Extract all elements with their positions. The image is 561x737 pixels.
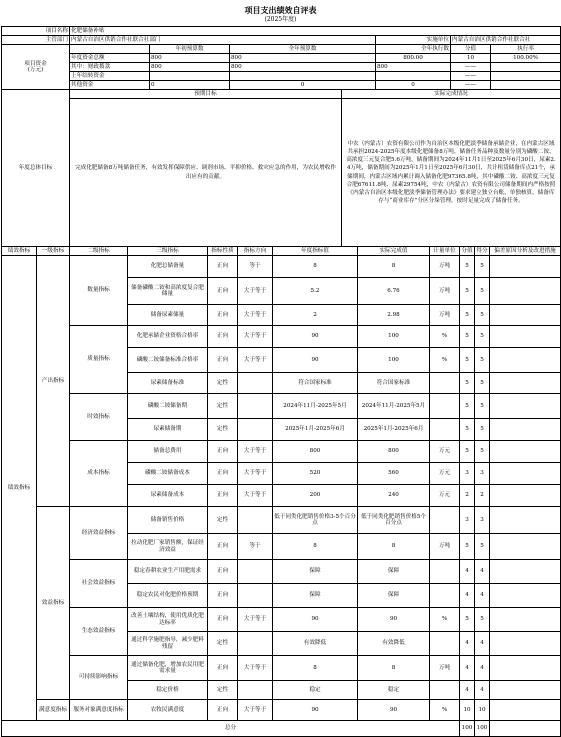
indicator-value: 4 bbox=[460, 656, 475, 681]
funds-row-annual: 800 bbox=[230, 63, 376, 72]
indicator-nature: 正向 bbox=[208, 348, 238, 373]
level2-service: 服务对象满意度指标 bbox=[70, 700, 128, 721]
funds-col-executed: 全年执行数 bbox=[376, 45, 451, 54]
indicator-direction: 大于等于 bbox=[238, 656, 273, 681]
indicator-value: 5 bbox=[460, 256, 475, 278]
funds-row-executed: 800 bbox=[376, 63, 451, 72]
indicator-nature: 正向 bbox=[208, 256, 238, 278]
perf-header: 指标性质 bbox=[208, 247, 238, 256]
indicator-direction: 大于等于 bbox=[238, 348, 273, 373]
indicator-name: 磷酸二铵储备标准合格率 bbox=[128, 348, 208, 373]
indicator-deviation bbox=[490, 700, 561, 721]
indicator-actual: 240 bbox=[358, 485, 430, 507]
indicator-unit bbox=[430, 584, 460, 608]
indicator-unit: % bbox=[430, 608, 460, 632]
indicator-actual: 低于同类化肥销售价格5个百分点 bbox=[358, 507, 430, 534]
indicator-actual: 90 bbox=[358, 608, 430, 632]
funds-row-name: 年度资金总额 bbox=[70, 54, 150, 63]
perf-header: 指标方向 bbox=[238, 247, 273, 256]
funds-label: 项目资金 (万元) bbox=[2, 45, 70, 90]
perf-header: 年度指标值 bbox=[273, 247, 358, 256]
dept-value: 内蒙古自治区供销合作社联合社部门 bbox=[70, 36, 376, 45]
indicator-name: 储备销售价格 bbox=[128, 507, 208, 534]
indicator-direction: 大于等于 bbox=[238, 608, 273, 632]
indicator-target: 200 bbox=[273, 485, 358, 507]
funds-row-initial bbox=[150, 72, 230, 81]
funds-row-annual: 800 bbox=[230, 54, 376, 63]
indicator-name: 化肥总储备量 bbox=[128, 256, 208, 278]
indicator-deviation bbox=[490, 534, 561, 560]
indicator-direction bbox=[238, 632, 273, 656]
funds-row-annual bbox=[230, 72, 376, 81]
indicator-direction bbox=[238, 507, 273, 534]
indicator-name: 农牧民满意度 bbox=[128, 700, 208, 721]
funds-col-value: 分值 bbox=[451, 45, 491, 54]
indicator-name: 磷酸二铵储备成本 bbox=[128, 463, 208, 485]
indicator-actual: 100 bbox=[358, 326, 430, 348]
indicator-value: 5 bbox=[460, 326, 475, 348]
indicator-direction: 大于等于 bbox=[238, 326, 273, 348]
indicator-value: 5 bbox=[460, 441, 475, 463]
funds-row-value: —— bbox=[451, 63, 491, 72]
indicator-unit: 万吨 bbox=[430, 534, 460, 560]
indicator-score: 10 bbox=[475, 700, 490, 721]
funds-col-blank bbox=[70, 45, 150, 54]
funds-col-annual: 全年预算数 bbox=[230, 45, 376, 54]
total-score: 100 bbox=[475, 721, 490, 737]
indicator-actual: 100 bbox=[358, 348, 430, 373]
indicator-direction bbox=[238, 584, 273, 608]
indicator-score: 5 bbox=[475, 608, 490, 632]
total-value: 100 bbox=[460, 721, 475, 737]
indicator-unit: 万吨 bbox=[430, 656, 460, 681]
perf-label: 绩效指标 bbox=[2, 256, 37, 721]
level1-satisfaction: 满意度指标 bbox=[37, 700, 70, 721]
indicator-score: 4 bbox=[475, 656, 490, 681]
indicator-name: 稳定春耕农业生产用肥需求 bbox=[128, 560, 208, 584]
indicator-unit bbox=[430, 419, 460, 441]
indicator-nature: 正向 bbox=[208, 700, 238, 721]
indicator-name: 储备尿素储量 bbox=[128, 305, 208, 326]
indicator-nature: 正向 bbox=[208, 305, 238, 326]
indicator-unit bbox=[430, 394, 460, 419]
goal-expected: 完成化肥储备8万吨储备任务，有效发挥保障供应、调剂市场、平抑价格、救灾应急的作用，为农民增收作出应有的贡献。 bbox=[70, 99, 342, 247]
indicator-value: 4 bbox=[460, 681, 475, 700]
indicator-value: 4 bbox=[460, 584, 475, 608]
project-name-label: 项目名称 bbox=[2, 27, 70, 36]
perf-header: 得分 bbox=[476, 247, 488, 254]
indicator-nature: 定性 bbox=[208, 394, 238, 419]
indicator-actual: 2.98 bbox=[358, 305, 430, 326]
indicator-direction: 大于等于 bbox=[238, 441, 273, 463]
indicator-actual: 560 bbox=[358, 463, 430, 485]
goal-table bbox=[1, 89, 561, 247]
level2-quality: 质量指标 bbox=[70, 326, 128, 394]
funds-col-initial: 年初预算数 bbox=[150, 45, 230, 54]
indicator-target: 保障 bbox=[273, 560, 358, 584]
indicator-score: 4 bbox=[475, 584, 490, 608]
indicator-target: 稳定 bbox=[273, 681, 358, 700]
indicator-target: 8 bbox=[273, 534, 358, 560]
indicator-unit: 万吨 bbox=[430, 278, 460, 305]
perf-header: 二级指标 bbox=[70, 247, 128, 256]
indicator-deviation bbox=[490, 441, 561, 463]
indicator-nature: 正向 bbox=[208, 463, 238, 485]
indicator-target: 800 bbox=[273, 441, 358, 463]
indicator-unit: % bbox=[430, 326, 460, 348]
funds-row-executed bbox=[376, 72, 451, 81]
indicator-score: 5 bbox=[475, 256, 490, 278]
indicator-unit bbox=[430, 507, 460, 534]
indicator-actual: 保障 bbox=[358, 560, 430, 584]
indicator-value: 5 bbox=[460, 534, 475, 560]
funds-row-value: —— bbox=[451, 72, 491, 81]
indicator-score: 5 bbox=[475, 534, 490, 560]
indicator-direction: 大于等于 bbox=[238, 485, 273, 507]
impl-value: 内蒙古自治区供销合作社联合社 bbox=[451, 36, 561, 45]
indicator-target: 有效降低 bbox=[273, 632, 358, 656]
indicator-target: 8 bbox=[273, 656, 358, 681]
indicator-score: 3 bbox=[475, 507, 490, 534]
indicator-deviation bbox=[490, 256, 561, 278]
goal-expected-header: 预期目标 bbox=[70, 90, 342, 99]
indicator-unit: 万元 bbox=[430, 441, 460, 463]
indicator-target: 90 bbox=[273, 348, 358, 373]
indicator-name: 储备总费用 bbox=[128, 441, 208, 463]
funds-row-rate bbox=[491, 63, 561, 72]
indicator-target: 90 bbox=[273, 608, 358, 632]
indicator-nature: 正向 bbox=[208, 441, 238, 463]
indicator-deviation bbox=[490, 681, 561, 700]
level2-timeliness: 时效指标 bbox=[70, 394, 128, 441]
indicator-target: 90 bbox=[273, 700, 358, 721]
indicator-actual: 符合国家标准 bbox=[358, 373, 430, 394]
indicator-direction bbox=[238, 394, 273, 419]
indicator-target: 保障 bbox=[273, 584, 358, 608]
indicator-target: 8 bbox=[273, 256, 358, 278]
report-title: 项目支出绩效自评表 bbox=[244, 5, 317, 15]
indicator-deviation bbox=[490, 608, 561, 632]
funds-table bbox=[1, 26, 561, 90]
funds-row-value: —— bbox=[451, 81, 491, 90]
indicator-target: 2 bbox=[273, 305, 358, 326]
indicator-unit: 万元 bbox=[430, 485, 460, 507]
indicator-unit: % bbox=[430, 348, 460, 373]
indicator-name: 尿素储备期 bbox=[128, 419, 208, 441]
indicator-direction: 大于等于 bbox=[238, 278, 273, 305]
funds-row-name: 其中：财政拨款 bbox=[70, 63, 150, 72]
indicator-deviation bbox=[490, 278, 561, 305]
indicator-deviation bbox=[490, 326, 561, 348]
indicator-score: 5 bbox=[475, 394, 490, 419]
indicator-score: 5 bbox=[475, 278, 490, 305]
indicator-nature: 定性 bbox=[208, 373, 238, 394]
indicator-actual: 8 bbox=[358, 256, 430, 278]
perf-header: 一级指标 bbox=[37, 247, 70, 256]
funds-row-executed: 0 bbox=[376, 81, 451, 90]
funds-row-name: 其他资金 bbox=[70, 81, 150, 90]
indicator-deviation bbox=[490, 419, 561, 441]
funds-row-executed: 800.00 bbox=[376, 54, 451, 63]
indicator-value: 5 bbox=[460, 278, 475, 305]
indicator-name: 改善土壤结构，使用优质化肥达标率 bbox=[128, 608, 208, 632]
indicator-value: 5 bbox=[460, 348, 475, 373]
goal-actual: 中农（内蒙古）农资有限公司作为自治区本级化肥淡季储备承储企业，在内蒙古区域共承担2024-2025年度本级化肥储备8万吨，储备任务品种及数量分别为磷酸二铵、高浓度三元复合肥5.6万吨，储备期间为2024年11月1日至2025年6月30日，尿素2.4万吨，储备期间为2025年1月1日至2025年6月30日，共计租赁储备库点21个，承储期间，内蒙古区域内累计调入储备化肥97365.8吨，其中磷酸二铵、高浓度三元复合肥67611.8吨、尿素29754吨，中农（内蒙古）农资有限公司储备期间内严格按照《内蒙古自治区本级化肥淡季储备管理办法》要求建立独立台账，单独核算，储备库存与“商业库存”分区分垛管理，按时足量完成了储备任务。 bbox=[342, 99, 561, 247]
indicator-name: 通过储备化肥，增加农民用肥需求量 bbox=[128, 656, 208, 681]
indicator-actual: 稳定 bbox=[358, 681, 430, 700]
indicator-unit: 万吨 bbox=[430, 305, 460, 326]
report-subtitle: (2025年度) bbox=[264, 16, 297, 23]
indicator-target: 520 bbox=[273, 463, 358, 485]
indicator-value: 10 bbox=[460, 700, 475, 721]
funds-col-rate: 执行率 bbox=[491, 45, 561, 54]
indicator-nature: 正向 bbox=[208, 485, 238, 507]
indicator-actual: 8 bbox=[358, 656, 430, 681]
indicator-unit: 万元 bbox=[430, 463, 460, 485]
indicator-value: 5 bbox=[460, 419, 475, 441]
level2-economic: 经济效益指标 bbox=[70, 507, 128, 560]
indicator-deviation bbox=[490, 394, 561, 419]
indicator-nature: 正向 bbox=[208, 608, 238, 632]
indicator-target: 2025年1月-2025年6月 bbox=[273, 419, 358, 441]
perf-header: 绩效指标 bbox=[2, 247, 37, 256]
funds-row-initial: 800 bbox=[150, 63, 230, 72]
indicator-nature: 定性 bbox=[208, 681, 238, 700]
indicator-nature: 定性 bbox=[208, 419, 238, 441]
indicator-target: 5.2 bbox=[273, 278, 358, 305]
indicator-deviation bbox=[490, 305, 561, 326]
indicator-unit bbox=[430, 632, 460, 656]
indicator-score: 4 bbox=[475, 632, 490, 656]
indicator-deviation bbox=[490, 485, 561, 507]
funds-row-initial: 0 bbox=[150, 81, 230, 90]
indicator-name: 稳定农民对化肥价格预期 bbox=[128, 584, 208, 608]
indicator-name: 稳定价格 bbox=[128, 681, 208, 700]
level2-quantity: 数量指标 bbox=[70, 256, 128, 326]
indicator-value: 3 bbox=[460, 507, 475, 534]
total-deviation bbox=[490, 721, 561, 737]
indicator-deviation bbox=[490, 560, 561, 584]
level2-sustainable: 可持续影响指标 bbox=[70, 656, 128, 700]
indicator-unit bbox=[430, 560, 460, 584]
indicator-actual: 90 bbox=[358, 700, 430, 721]
indicator-value: 2 bbox=[460, 485, 475, 507]
indicator-direction bbox=[238, 419, 273, 441]
indicator-nature: 正向 bbox=[208, 560, 238, 584]
goal-actual-header: 实际完成情况 bbox=[342, 90, 561, 99]
indicator-value: 3 bbox=[460, 463, 475, 485]
perf-header: 计量单位 bbox=[430, 247, 460, 256]
perf-header-row bbox=[2, 247, 561, 256]
perf-header: 三级指标 bbox=[128, 247, 208, 256]
indicator-actual: 6.76 bbox=[358, 278, 430, 305]
funds-row-rate: 100.00% bbox=[491, 54, 561, 63]
indicator-nature: 定性 bbox=[208, 632, 238, 656]
indicator-direction: 等于 bbox=[238, 534, 273, 560]
indicator-name: 尿素储备成本 bbox=[128, 485, 208, 507]
indicator-value: 5 bbox=[460, 305, 475, 326]
indicator-deviation bbox=[490, 373, 561, 394]
perf-table bbox=[1, 246, 561, 737]
indicator-direction bbox=[238, 560, 273, 584]
project-name: 化肥储备补贴 bbox=[70, 27, 561, 36]
indicator-name: 磷酸二铵储备期 bbox=[128, 394, 208, 419]
indicator-name: 拉动化肥厂家销售额，保证经济效益 bbox=[128, 534, 208, 560]
indicator-score: 5 bbox=[475, 419, 490, 441]
indicator-score: 4 bbox=[475, 681, 490, 700]
goal-label: 年度总体目标 bbox=[2, 90, 70, 247]
indicator-value: 5 bbox=[460, 373, 475, 394]
indicator-direction: 等于 bbox=[238, 256, 273, 278]
indicator-actual: 保障 bbox=[358, 584, 430, 608]
indicator-value: 5 bbox=[460, 394, 475, 419]
perf-header: 偏差原因分析及改进措施 bbox=[490, 247, 561, 256]
indicator-unit: % bbox=[430, 700, 460, 721]
indicator-name: 化肥承储企业资格合格率 bbox=[128, 326, 208, 348]
indicator-actual: 8 bbox=[358, 534, 430, 560]
indicator-nature: 定性 bbox=[208, 507, 238, 534]
indicator-target: 符合国家标准 bbox=[273, 373, 358, 394]
indicator-name: 尿素储备标准 bbox=[128, 373, 208, 394]
funds-row-annual: 0 bbox=[230, 81, 376, 90]
indicator-unit bbox=[430, 681, 460, 700]
indicator-nature: 正向 bbox=[208, 656, 238, 681]
funds-row-value: 10 bbox=[451, 54, 491, 63]
perf-header: 分值 bbox=[461, 247, 473, 254]
total-label: 总分 bbox=[2, 721, 460, 737]
impl-label: 实施单位 bbox=[376, 36, 451, 45]
level2-ecological: 生态效益指标 bbox=[70, 608, 128, 656]
indicator-direction bbox=[238, 373, 273, 394]
indicator-direction bbox=[238, 681, 273, 700]
indicator-nature: 正向 bbox=[208, 584, 238, 608]
indicator-name: 储备磷酸二铵和高浓度复合肥储量 bbox=[128, 278, 208, 305]
indicator-value: 4 bbox=[460, 560, 475, 584]
indicator-score: 2 bbox=[475, 485, 490, 507]
indicator-direction: 大于等于 bbox=[238, 700, 273, 721]
indicator-score: 3 bbox=[475, 463, 490, 485]
indicator-deviation bbox=[490, 656, 561, 681]
indicator-direction: 大于等于 bbox=[238, 463, 273, 485]
indicator-deviation bbox=[490, 632, 561, 656]
indicator-value: 5 bbox=[460, 608, 475, 632]
level2-cost: 成本指标 bbox=[70, 441, 128, 507]
level2-social: 社会效益指标 bbox=[70, 560, 128, 608]
indicator-direction: 大于等于 bbox=[238, 305, 273, 326]
indicator-value: 4 bbox=[460, 632, 475, 656]
indicator-deviation bbox=[490, 348, 561, 373]
indicator-nature: 正向 bbox=[208, 534, 238, 560]
indicator-nature: 正向 bbox=[208, 278, 238, 305]
indicator-target: 2024年11月-2025年5月 bbox=[273, 394, 358, 419]
funds-row-rate bbox=[491, 72, 561, 81]
funds-row-initial: 800 bbox=[150, 54, 230, 63]
indicator-actual: 800 bbox=[358, 441, 430, 463]
indicator-deviation bbox=[490, 463, 561, 485]
indicator-score: 5 bbox=[475, 305, 490, 326]
indicator-actual: 2025年1月-2025年6月 bbox=[358, 419, 430, 441]
indicator-unit: 万吨 bbox=[430, 256, 460, 278]
indicator-target: 90 bbox=[273, 326, 358, 348]
indicator-score: 5 bbox=[475, 326, 490, 348]
perf-header: 实际完成值 bbox=[358, 247, 430, 256]
indicator-score: 5 bbox=[475, 373, 490, 394]
indicator-score: 5 bbox=[475, 441, 490, 463]
level1-effect: 效益指标 bbox=[37, 507, 70, 700]
indicator-name: 通过科学施肥指导，减少肥料残留 bbox=[128, 632, 208, 656]
indicator-score: 5 bbox=[475, 348, 490, 373]
indicator-actual: 有效降低 bbox=[358, 632, 430, 656]
dept-label: 主管部门 bbox=[2, 36, 70, 45]
indicator-unit bbox=[430, 373, 460, 394]
indicator-target: 低于同类化肥销售价格3-5个百分点 bbox=[273, 507, 358, 534]
indicator-deviation bbox=[490, 584, 561, 608]
indicator-deviation bbox=[490, 507, 561, 534]
indicator-score: 4 bbox=[475, 560, 490, 584]
indicator-nature: 正向 bbox=[208, 326, 238, 348]
indicator-actual: 2024年11月-2025年5月 bbox=[358, 394, 430, 419]
level1-output: 产出指标 bbox=[37, 256, 70, 507]
funds-row-name: 上年结转资金 bbox=[70, 72, 150, 81]
